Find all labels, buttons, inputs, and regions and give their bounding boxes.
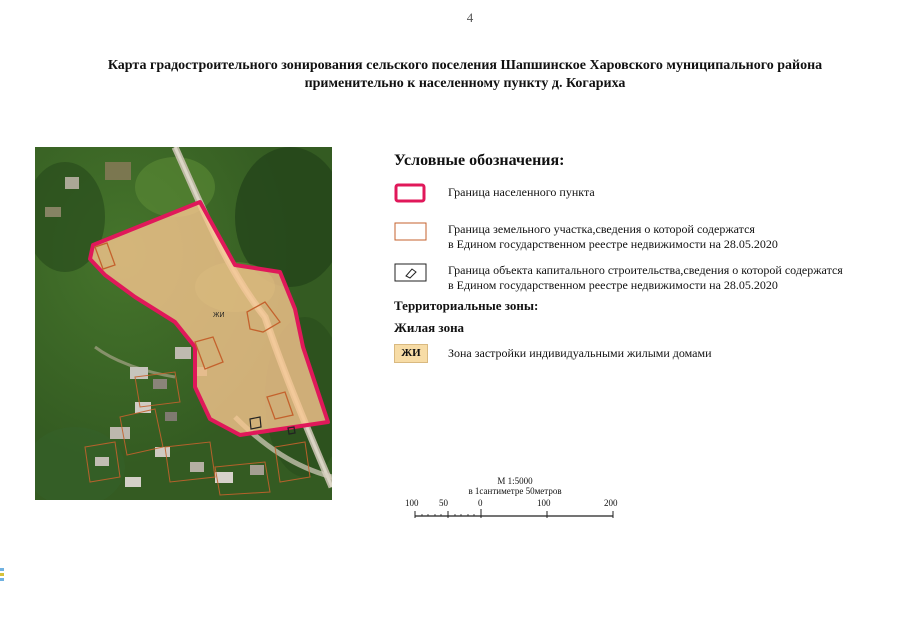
legend-text-building-line1: Граница объекта капитального строительства,сведения о которой содержатся [448,263,843,277]
zone-swatch: ЖИ [394,344,428,363]
scale-ruler [405,508,635,520]
land-parcel-boundary-swatch-icon [394,222,428,242]
legend-text-settlement-boundary: Граница населенного пункта [448,185,595,199]
scale-tick-label: 200 [604,498,618,508]
satellite-map[interactable] [35,147,332,500]
scale-description: в 1сантиметре 50метров [468,486,562,496]
building-boundary-swatch-icon [394,263,428,283]
legend-text-land-parcel-line1: Граница земельного участка,сведения о которой содержатся [448,222,755,236]
scale-bar [405,474,635,524]
scan-edge-mark [0,568,4,582]
legend-text-residential-zone: Зона застройки индивидуальными жилыми домами [448,346,712,360]
page-number: 4 [466,10,474,25]
zone-label: ЖИ [213,312,225,319]
legend-text-building-line2: в Едином государственном реестре недвижимости на 28.05.2020 [448,278,778,292]
territorial-zones-heading: Территориальные зоны: [394,298,539,313]
scale-tick-label: 100 [537,498,551,508]
map-canvas [35,147,332,500]
scale-tick-label: 100 [405,498,419,508]
scale-ratio: М 1:5000 [497,476,533,486]
map-title-line1: Карта градостроительного зонирования сельского поселения Шапшинское Харовского муниципального района [107,58,823,73]
residential-zone-heading: Жилая зона [394,320,465,335]
scale-tick-label: 0 [478,498,483,508]
map-title-line2: применительно к населенному пункту д. Когариха [304,76,626,91]
legend-title: Условные обозначения: [394,152,565,169]
scale-tick-label: 50 [439,498,448,508]
map-title [40,57,890,93]
settlement-boundary-swatch-icon [394,183,426,203]
legend-text-land-parcel-line2: в Едином государственном реестре недвижимости на 28.05.2020 [448,237,778,251]
